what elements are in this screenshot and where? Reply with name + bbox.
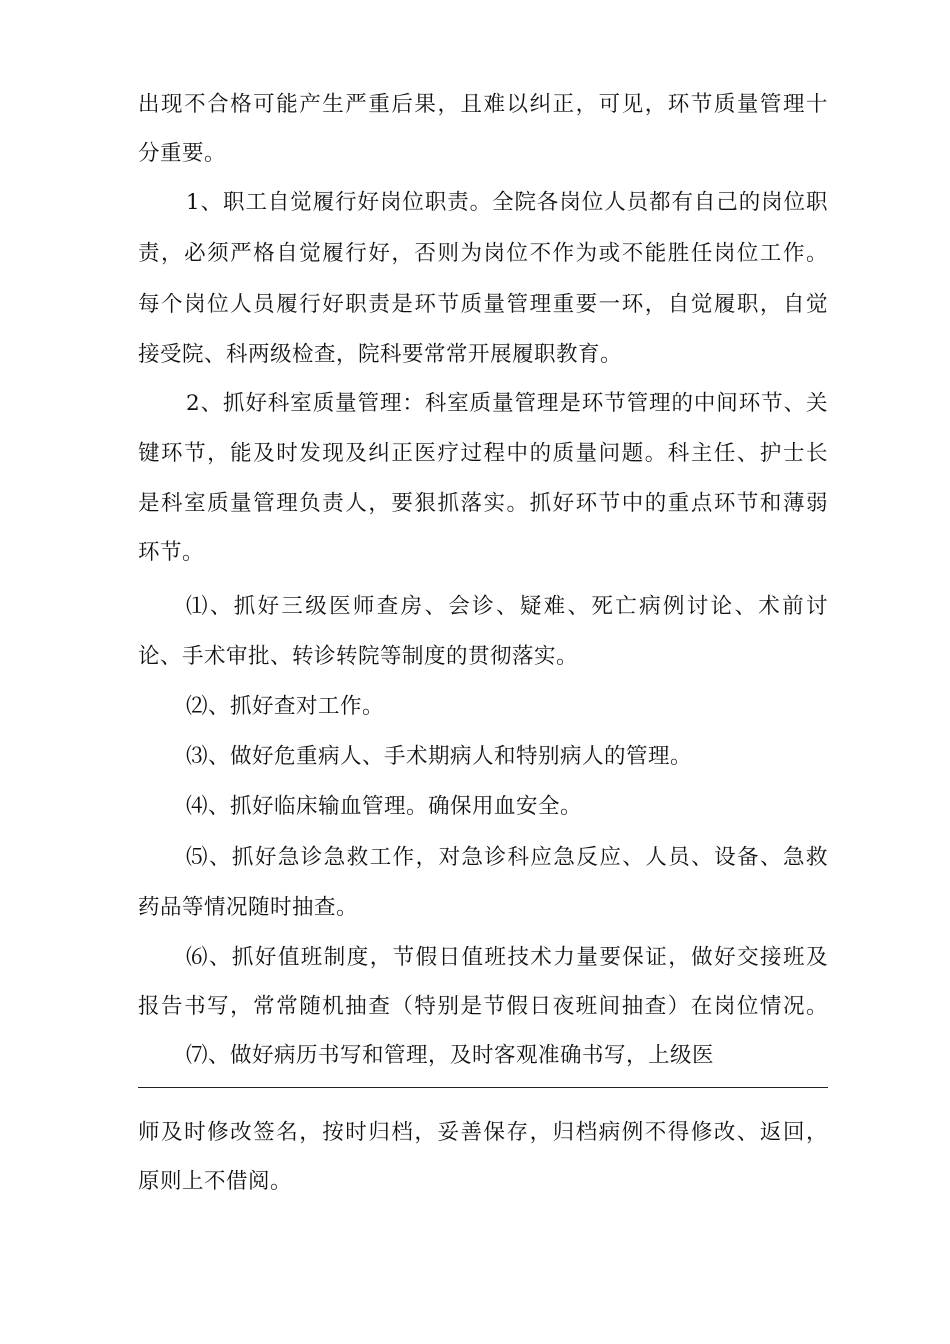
text-line: ⑸、抓好急诊急救工作，对急诊科应急反应、人员、设备、急救 <box>186 845 828 870</box>
text-line: ⑶、做好危重病人、手术期病人和特别病人的管理。 <box>186 744 693 769</box>
text-line: 师及时修改签名，按时归档，妥善保存，归档病例不得修改、返回， <box>138 1120 828 1145</box>
text-line: ⑷、抓好临床输血管理。确保用血安全。 <box>186 794 583 819</box>
text-line: 每个岗位人员履行好职责是环节质量管理重要一环，自觉履职，自觉 <box>138 292 828 317</box>
text-line: 接受院、科两级检查，院科要常常开展履职教育。 <box>138 342 623 367</box>
text-line: 药品等情况随时抽查。 <box>138 895 359 920</box>
text-line: 2、抓好科室质量管理：科室质量管理是环节管理的中间环节、关 <box>186 391 828 416</box>
text-line: ⑴、抓好三级医师查房、会诊、疑难、死亡病例讨论、术前讨 <box>186 594 828 619</box>
text-line: 论、手术审批、转诊转院等制度的贯彻落实。 <box>138 644 579 669</box>
text-line: 是科室质量管理负责人，要狠抓落实。抓好环节中的重点环节和薄弱 <box>138 491 828 516</box>
horizontal-divider <box>138 1087 828 1088</box>
text-line: 键环节，能及时发现及纠正医疗过程中的质量问题。科主任、护士长 <box>138 441 828 466</box>
text-line: ⑹、抓好值班制度，节假日值班技术力量要保证，做好交接班及 <box>186 945 828 970</box>
text-line: 原则上不借阅。 <box>138 1169 293 1194</box>
text-line: 责，必须严格自觉履行好，否则为岗位不作为或不能胜任岗位工作。 <box>138 241 828 266</box>
text-line: 报告书写，常常随机抽查（特别是节假日夜班间抽查）在岗位情况。 <box>138 994 828 1019</box>
text-line: ⑵、抓好查对工作。 <box>186 694 385 719</box>
text-line: 分重要。 <box>138 141 227 166</box>
text-line: 环节。 <box>138 540 205 565</box>
text-line: 出现不合格可能产生严重后果，且难以纠正，可见，环节质量管理十 <box>138 92 828 117</box>
text-line: 1、职工自觉履行好岗位职责。全院各岗位人员都有自己的岗位职 <box>186 190 828 215</box>
text-line: ⑺、做好病历书写和管理，及时客观准确书写，上级医 <box>186 1043 715 1068</box>
